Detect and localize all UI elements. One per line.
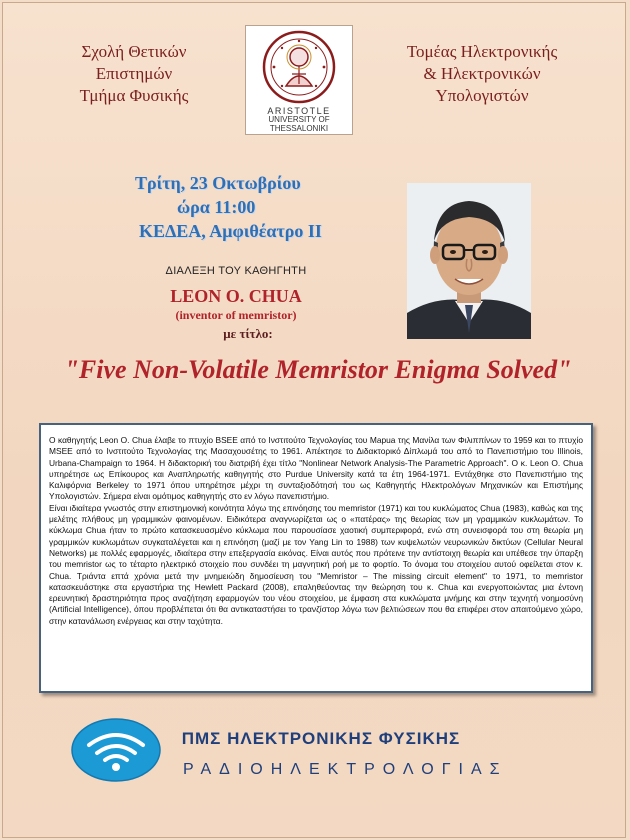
- lecture-label: ΔΙΑΛΕΞΗ ΤΟΥ ΚΑΘΗΓΗΤΗ: [165, 265, 307, 277]
- logo-text-line: THESSALONIKI: [269, 124, 329, 133]
- poster: [2, 2, 626, 838]
- speaker-bio: [39, 423, 593, 693]
- logo-text-line: ARISTOTLE: [267, 106, 331, 116]
- division-header: [377, 41, 587, 107]
- wireless-signal-icon: [69, 715, 163, 785]
- school-line: Επιστημών: [95, 64, 173, 83]
- program-subtitle: ΡΑΔΙΟΗΛΕΚΤΡΟΛΟΓΙΑΣ: [183, 761, 508, 778]
- talk-title: "Five Non-Volatile Memristor Enigma Solved": [64, 355, 572, 384]
- program-title: ΠΜΣ ΗΛΕΚΤΡΟΝΙΚΗΣ ΦΥΣΙΚΗΣ: [181, 729, 461, 748]
- department-line: Τμήμα Φυσικής: [79, 86, 189, 105]
- school-header: [59, 41, 209, 107]
- bio-paragraph: Ο καθηγητής Leon O. Chua έλαβε το πτυχίο BSEE από το Ινστιτούτο Τεχνολογίας του Mapua της Μανίλα των Φιλιππίνων το 1959 και το πτυχίο MSEE από το Ινστιτούτο Τεχνολογίας της Μασαχουσέτης το 1961. Απέκτησε το Διδακτορικό Δίπλωμά του από το Πανεπιστήμιο του Illinois, Urbana-Champaign το 1964. Η διδακτορική του διατριβή έχει τίτλο "Nonlinear Network Analysis-The Parametric Approach". Ο κ. Leon O. Chua υπηρέτησε ως Επίκουρος και Αναπληρωτής καθηγητής στο Purdue University κατά τα έτη 1964-1971. Εντάχθηκε στο Πανεπιστήμιο της Καλιφόρνια Berkeley το 1971 όπου υπηρέτησε μέχρι τη συνταξιοδότησή του ως Καθηγητής Ηλεκτρολόγων Μηχανικών και Επιστήμης Υπολογιστών. Σήμερα είναι ομότιμος καθηγητής στο εν λόγω πανεπιστήμιο.: [49, 435, 583, 502]
- title-label: με τίτλο:: [223, 326, 273, 341]
- speaker-subtitle: (inventor of memristor): [175, 308, 297, 322]
- university-seal-icon: [262, 30, 336, 104]
- event-date: Τρίτη, 23 Οκτωβρίου: [135, 173, 301, 193]
- event-venue: ΚΕΔΕΑ, Αμφιθέατρο ΙΙ: [139, 221, 322, 241]
- school-line: Σχολή Θετικών: [81, 42, 187, 61]
- university-logo: [245, 25, 353, 135]
- speaker-portrait: [407, 183, 531, 339]
- speaker-name: LEON O. CHUA: [170, 286, 302, 306]
- division-line: Υπολογιστών: [435, 86, 529, 105]
- speaker-photo: [407, 183, 531, 339]
- logo-text-line: UNIVERSITY OF: [268, 115, 330, 124]
- event-time: ώρα 11:00: [177, 197, 256, 217]
- division-line: & Ηλεκτρονικών: [423, 64, 541, 83]
- bio-paragraph: Είναι ιδιαίτερα γνωστός στην επιστημονική κοινότητα λόγω της επινόησης του memristor (1971) και του κυκλώματος Chua (1983), καθώς και της μελέτης πλήθους μη γραμμικών φαινομένων. Ειδικότερα αναγνωρίζεται ως ο «πατέρας» της θεωρίας των μη γραμμικών κυκλωμάτων. Το κύκλωμα Chua ήταν το πρώτο κατασκευασμένο κύκλωμα που παρουσίασε χαοτική συμπεριφορά, ενώ στη συνεισφορά του στη θεωρία μη γραμμικών κυκλωμάτων συγκαταλέγεται και η επινόηση (μαζί με τον Yang Lin το 1988) των κυψελωτών νευρωνικών δικτύων (Cellular Neural Networks) με πολλές εφαρμογές, ιδιαίτερα στην επεξεργασία εικόνας. Είναι αυτός που πρότεινε την αντίστοιχη θεωρία και υπέθεσε την ύπαρξη του memristor ως το τέταρτο ηλεκτρικό στοιχείο που συνδέει τη μαγνητική ροή με το φορτίο. Το όνομα του στοιχείου αυτού οφείλεται στον κ. Chua. Τριάντα επτά χρόνια μετά την μνημειώδη δημοσίευση του "Memristor – The missing circuit element" το 1971, το memristor κατασκευάστηκε στα εργαστήρια της Hewlett Packard (2008), επαληθεύοντας την θεώρηση του κ. Chua και ενεργοποιώντας μια έντονη ερευνητική δραστηριότητα προς αναζήτηση εφαρμογών του νέου στοιχείου, με έμφαση στα κυκλώματα μνήμης και στην τεχνητή νοημοσύνη (Artificial Intelligence), όπου προβλέπεται ότι θα αντικαταστήσει το τρανζίστορ λόγω των βελτιώσεων που θα επιφέρει στον απαιτούμενο χώρο, στην κατανάλωση ενέργειας και στην ταχύτητα.: [49, 502, 583, 626]
- division-line: Τομέας Ηλεκτρονικής: [406, 42, 558, 61]
